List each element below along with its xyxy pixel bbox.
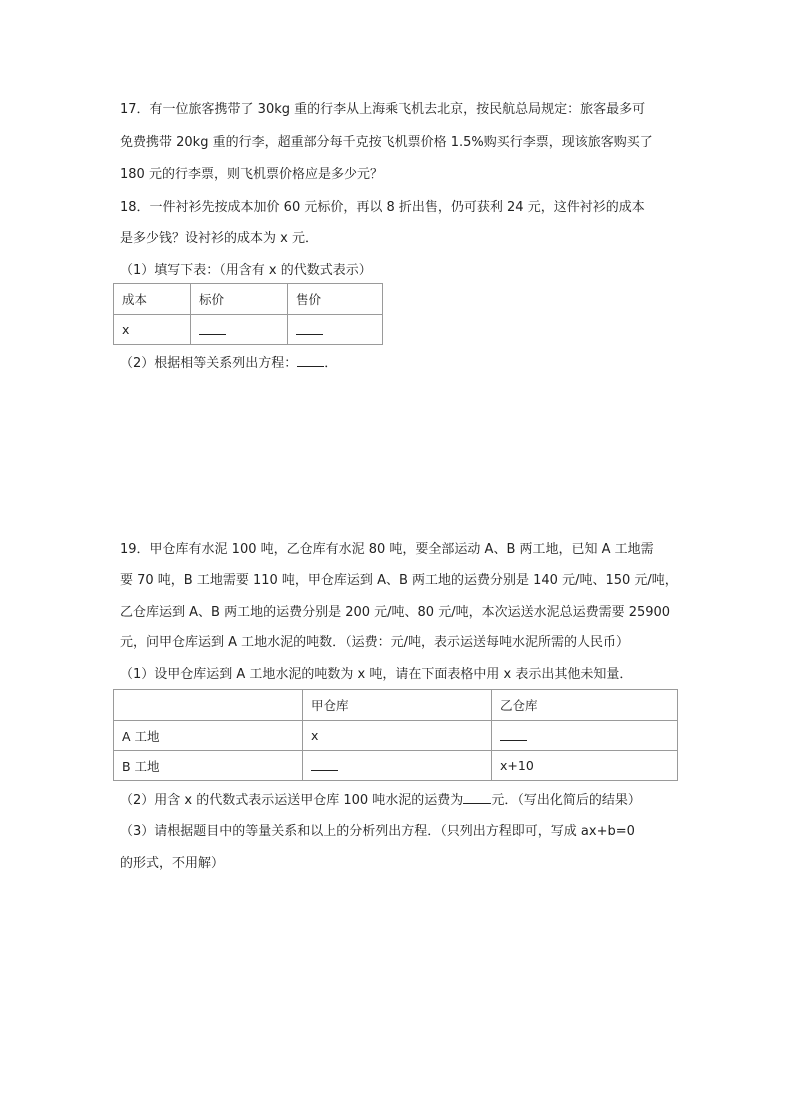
q19-header-warehouse-b: 乙仓库	[492, 690, 678, 721]
q19-part-3-line-2: 的形式，不用解）	[120, 856, 225, 871]
q18-part-1: （1）填写下表：（用含有 x 的代数式表示）	[120, 263, 372, 278]
answer-blank	[297, 354, 324, 367]
q18-header-sale-price: 售价	[288, 284, 383, 315]
q18-header-list-price: 标价	[191, 284, 288, 315]
q18-part-2	[120, 354, 337, 373]
q19-cell-b-from-warehouse-b: x+10	[492, 751, 678, 781]
answer-blank	[500, 728, 527, 741]
q18-table-header-row	[114, 284, 383, 315]
q19-row-label-site-a: A 工地	[114, 721, 303, 751]
answer-blank	[463, 791, 491, 804]
q18-table-row	[114, 315, 383, 345]
q18-cell-list-price	[191, 315, 288, 345]
q17-line-1: 17．有一位旅客携带了 30kg 重的行李从上海乘飞机去北京，按民航总局规定：旅客最多可	[120, 102, 646, 117]
q19-line-4: 元，问甲仓库运到 A 工地水泥的吨数．（运费：元/吨，表示运送每吨水泥所需的人民币）	[120, 635, 630, 650]
q19-table	[113, 689, 678, 781]
q18-header-cost: 成本	[114, 284, 191, 315]
q19-part-2	[120, 791, 641, 810]
q18-cell-sale-price	[288, 315, 383, 345]
q18-line-2: 是多少钱？设衬衫的成本为 x 元．	[120, 231, 318, 246]
q19-cell-a-from-warehouse-a: x	[303, 721, 492, 751]
q19-header-empty	[114, 690, 303, 721]
q18-part-2-end: ．	[324, 356, 338, 371]
q18-part-2-text: （2）根据相等关系列出方程：	[120, 356, 298, 371]
q19-line-1: 19．甲仓库有水泥 100 吨，乙仓库有水泥 80 吨，要全部运动 A、B 两工地，已知 A 工地需	[120, 542, 654, 557]
q19-cell-a-from-warehouse-b	[492, 721, 678, 751]
q19-header-warehouse-a: 甲仓库	[303, 690, 492, 721]
answer-blank	[311, 758, 338, 771]
q19-part-2-end: 元．（写出化简后的结果）	[491, 793, 641, 808]
q19-line-2: 要 70 吨，B 工地需要 110 吨，甲仓库运到 A、B 两工地的运费分别是 140 元/吨、150 元/吨，	[120, 573, 678, 588]
q19-part-1: （1）设甲仓库运到 A 工地水泥的吨数为 x 吨，请在下面表格中用 x 表示出其他未知量．	[120, 667, 633, 682]
q18-cell-cost: x	[114, 315, 191, 345]
q18-table	[113, 283, 383, 345]
q19-row-label-site-b: B 工地	[114, 751, 303, 781]
q19-table-row	[114, 721, 678, 751]
q17-line-3: 180 元的行李票，则飞机票价格应是多少元？	[120, 167, 383, 182]
q17-line-2: 免费携带 20kg 重的行李，超重部分每千克按飞机票价格 1.5%购买行李票，现该旅客购买了	[120, 135, 653, 150]
q19-part-3-line-1: （3）请根据题目中的等量关系和以上的分析列出方程．（只列出方程即可，写成 ax+b=0	[120, 824, 635, 839]
q19-table-header-row	[114, 690, 678, 721]
answer-blank	[296, 322, 323, 335]
q19-cell-b-from-warehouse-a	[303, 751, 492, 781]
q19-part-2-text: （2）用含 x 的代数式表示运送甲仓库 100 吨水泥的运费为	[120, 793, 464, 808]
q19-table-row	[114, 751, 678, 781]
answer-blank	[199, 322, 226, 335]
q19-line-3: 乙仓库运到 A、B 两工地的运费分别是 200 元/吨、80 元/吨，本次运送水泥总运费需要 25900	[120, 605, 671, 620]
q18-line-1: 18．一件衬衫先按成本加价 60 元标价，再以 8 折出售，仍可获利 24 元，这件衬衫的成本	[120, 200, 645, 215]
